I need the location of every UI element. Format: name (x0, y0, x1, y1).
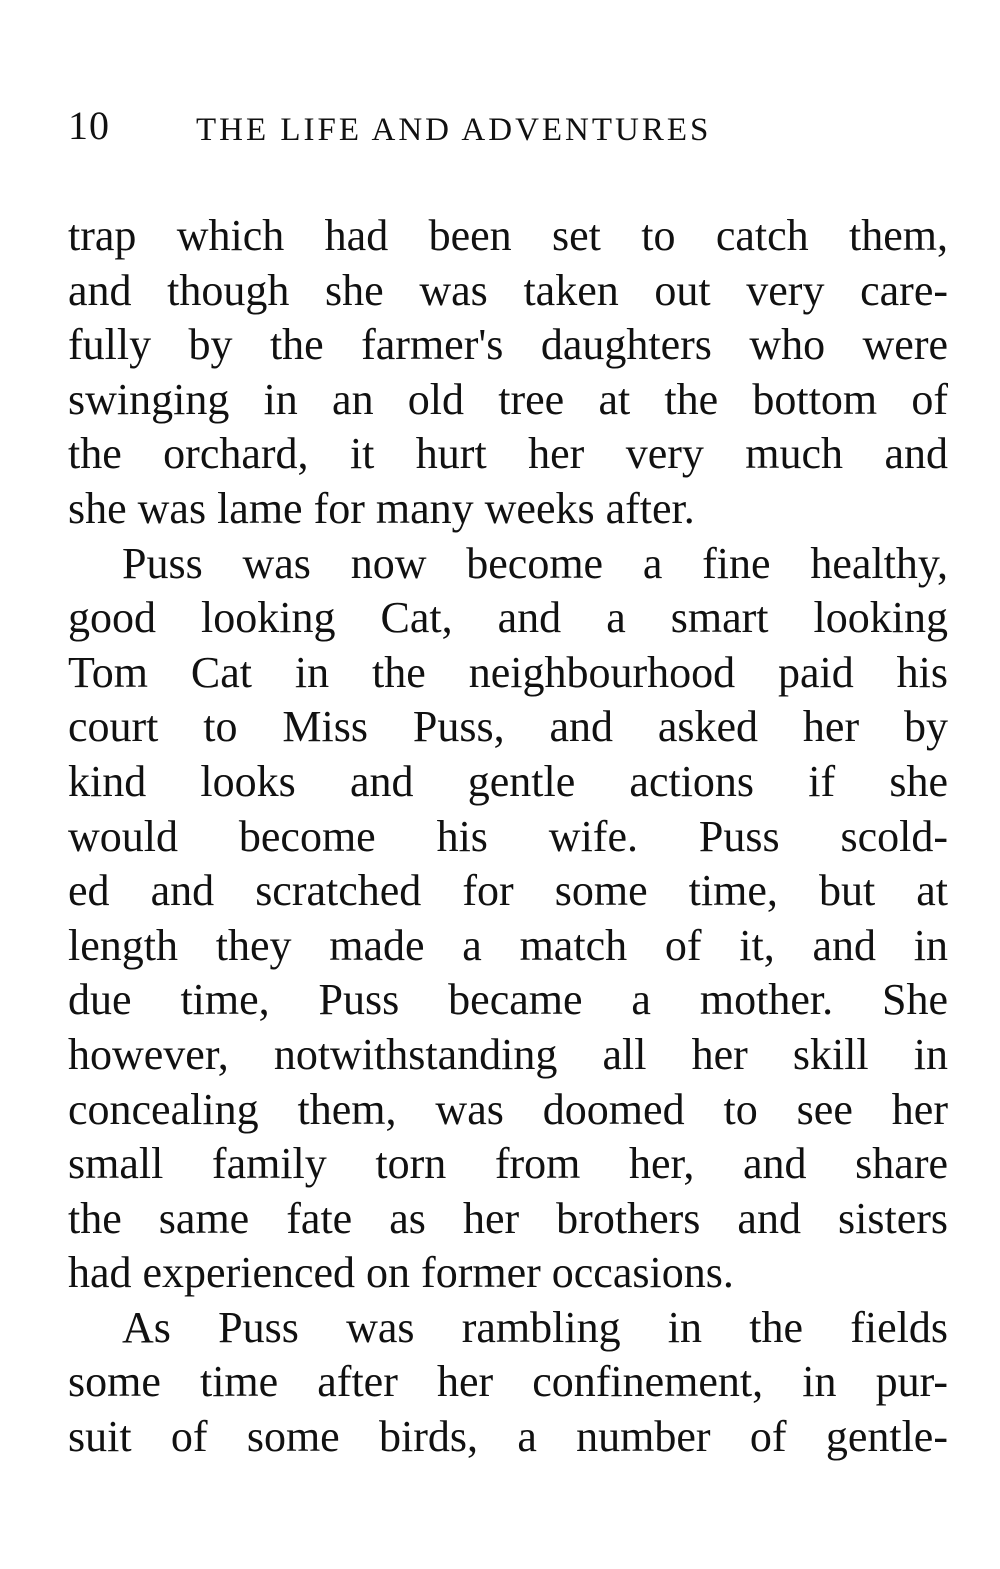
page-header (68, 98, 948, 158)
text-line: however, notwithstanding all her skill in (68, 1029, 948, 1079)
text-line: due time, Puss became a mother. She (68, 975, 948, 1025)
text-line: suit of some birds, a number of gentle- (68, 1412, 948, 1462)
paragraph (68, 1301, 948, 1465)
running-head: THE LIFE AND ADVENTURES (196, 112, 712, 148)
text-line: As Puss was rambling in the fields (122, 1302, 948, 1352)
body-text (68, 209, 948, 1465)
text-line: Puss was now become a fine healthy, (122, 538, 948, 588)
text-line: the orchard, it hurt her very much and (68, 429, 948, 479)
text-line: swinging in an old tree at the bottom of (68, 374, 948, 424)
text-line: ed and scratched for some time, but at (68, 866, 948, 916)
text-line: good looking Cat, and a smart looking (68, 593, 948, 643)
text-line: and though she was taken out very care- (68, 265, 948, 315)
text-line: some time after her confinement, in pur- (68, 1357, 948, 1407)
text-line: the same fate as her brothers and sisters (68, 1193, 948, 1243)
paragraph (68, 209, 948, 537)
page-number: 10 (68, 103, 110, 148)
text-line: court to Miss Puss, and asked her by (68, 702, 948, 752)
text-line: kind looks and gentle actions if she (68, 756, 948, 806)
text-line: trap which had been set to catch them, (68, 211, 948, 260)
text-line: had experienced on former occasions. (68, 1248, 734, 1298)
text-line: Tom Cat in the neighbourhood paid his (68, 647, 948, 697)
text-line: would become his wife. Puss scold- (68, 811, 948, 861)
text-line: fully by the farmer's daughters who were (68, 320, 948, 370)
text-line: small family torn from her, and share (68, 1139, 948, 1189)
text-line: length they made a match of it, and in (68, 920, 948, 970)
paragraph (68, 537, 948, 1301)
text-line: she was lame for many weeks after. (68, 483, 695, 533)
text-line: concealing them, was doomed to see her (68, 1084, 948, 1134)
